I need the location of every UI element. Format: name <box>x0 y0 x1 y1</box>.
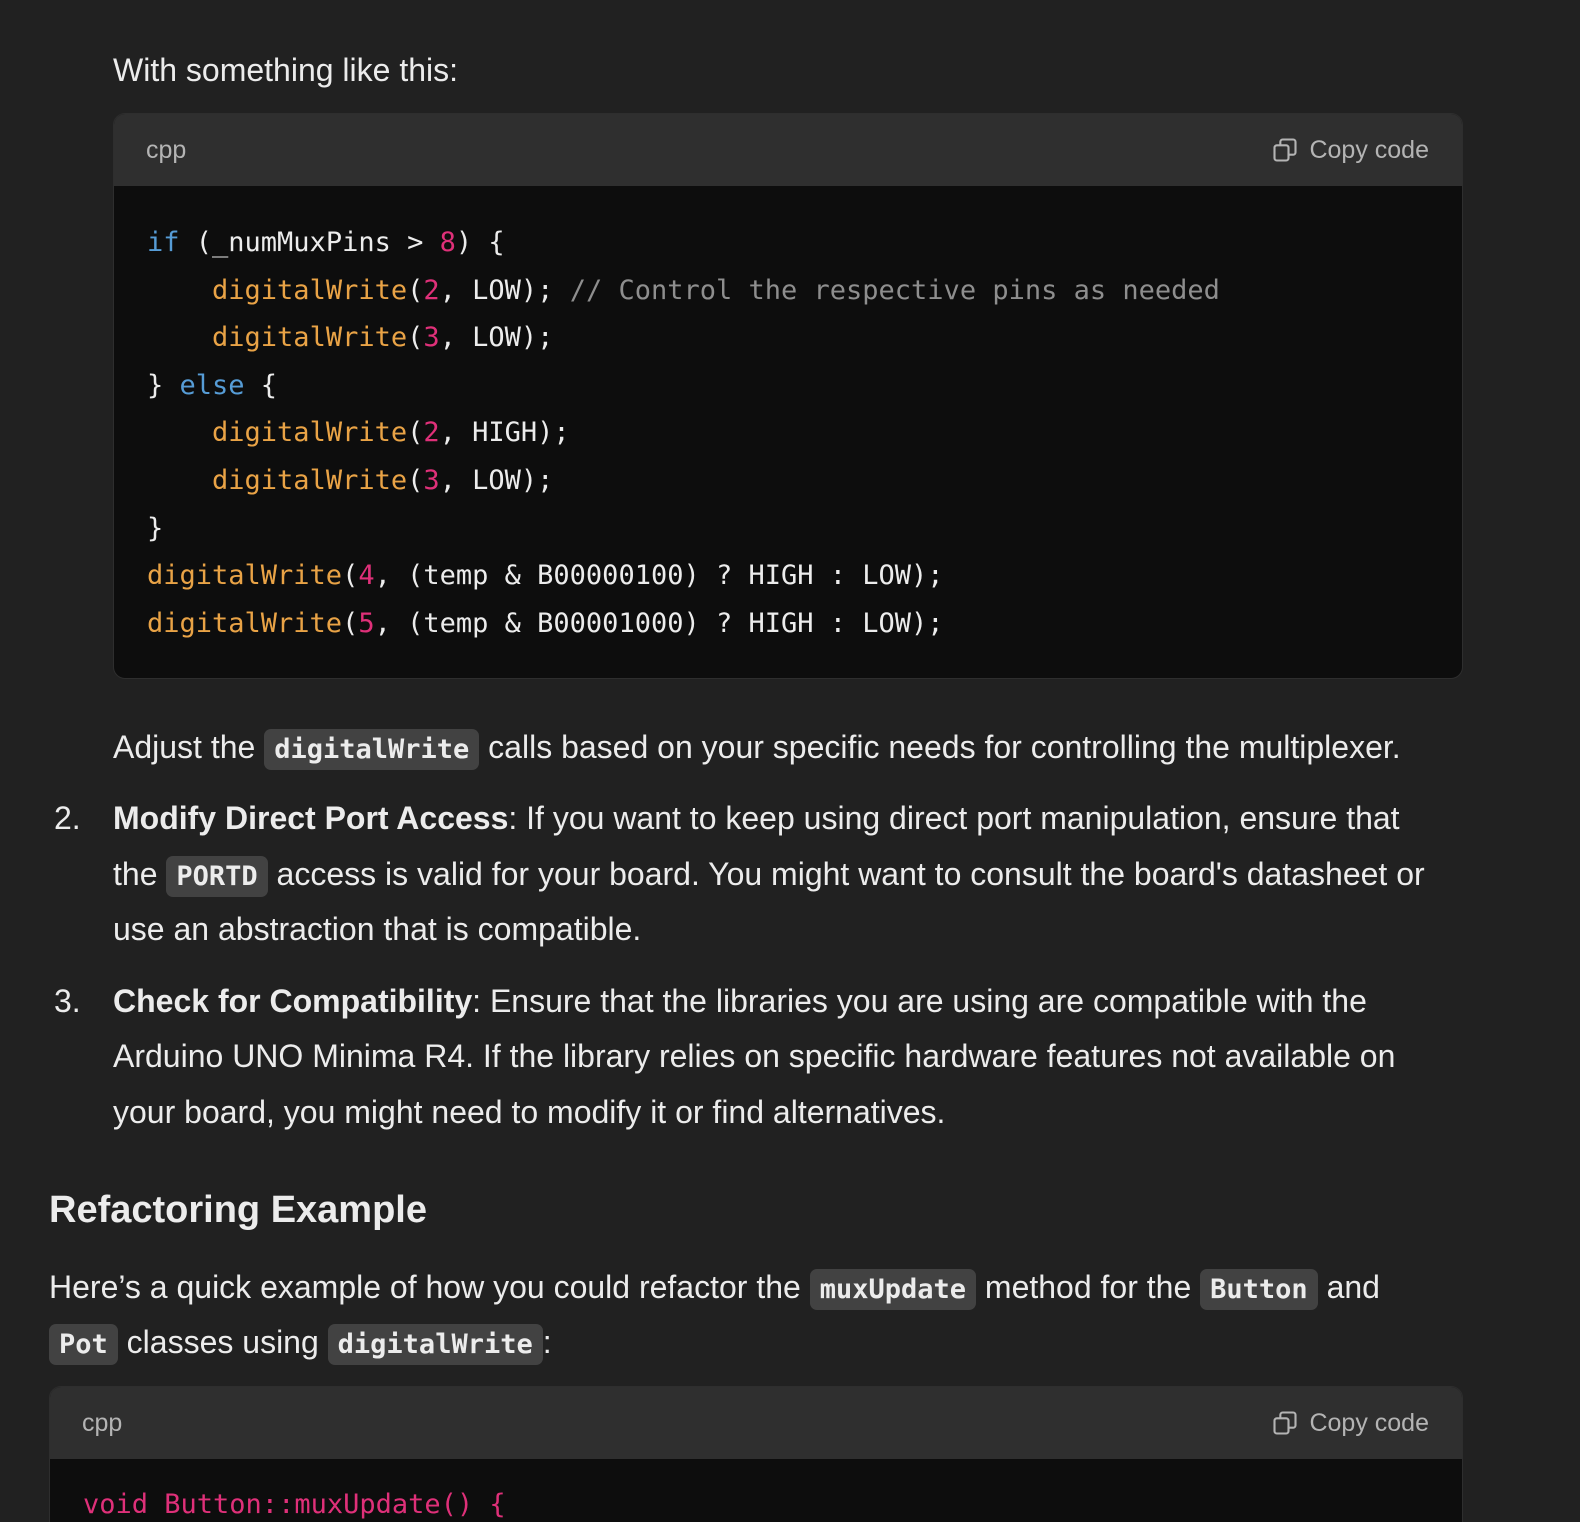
code-token: , HIGH); <box>439 417 570 449</box>
code-token: ( <box>407 417 424 449</box>
text: classes using <box>117 1324 328 1360</box>
inline-code-digitalwrite: digitalWrite <box>328 1324 543 1365</box>
text: : Ensure that the libraries you are using are compatible with the <box>472 983 1367 1019</box>
code-token: digitalWrite <box>147 560 343 592</box>
list-item-title: Modify Direct Port Access <box>113 800 509 836</box>
text: : <box>542 1324 552 1360</box>
code-token: ( <box>407 464 424 496</box>
inline-code-muxupdate: muxUpdate <box>810 1269 976 1310</box>
code-token: } <box>147 512 164 544</box>
code-token: 4 <box>358 560 375 592</box>
text: calls based on your specific needs for controlling the multiplexer. <box>479 729 1401 765</box>
code-token: , (temp & B00000100) ? HIGH : LOW); <box>374 560 944 592</box>
code-token: 2 <box>423 274 440 306</box>
code-token: 5 <box>358 607 375 639</box>
code-token: , (temp & B00001000) ? HIGH : LOW); <box>374 607 944 639</box>
list-number: 2. <box>54 800 81 836</box>
list-item-line <box>113 846 1425 905</box>
code-token: { <box>244 369 278 401</box>
code-token: 8 <box>439 227 456 258</box>
example-paragraph-line <box>49 1259 1380 1318</box>
code-token <box>147 275 212 306</box>
code-line <box>147 600 1429 648</box>
code-token: digitalWrite <box>147 607 343 639</box>
code-token: ( <box>342 607 359 639</box>
list-item-line: use an abstraction that is compatible. <box>113 911 642 947</box>
code-token: 3 <box>423 322 440 354</box>
list-item-line: your board, you might need to modify it or find alternatives. <box>113 1094 946 1130</box>
copy-icon <box>1271 1409 1299 1437</box>
code-token: if <box>147 227 180 258</box>
intro-text: With something like this: <box>113 52 459 88</box>
text: method for the <box>976 1269 1201 1305</box>
code-token: } <box>147 369 180 401</box>
inline-code-digitalwrite: digitalWrite <box>264 729 479 770</box>
code-token: (_numMuxPins > <box>179 227 440 258</box>
code-token: ( <box>342 560 359 592</box>
inline-code-portd: PORTD <box>166 856 267 897</box>
code-language-label: cpp <box>82 1408 123 1437</box>
text: Here’s a quick example of how you could refactor the <box>49 1269 810 1305</box>
code-token: , LOW); <box>439 322 554 354</box>
code-token: ( <box>407 322 424 354</box>
code-token: digitalWrite <box>212 274 408 306</box>
code-token: else <box>179 369 245 401</box>
code-line <box>147 505 1429 553</box>
code-line <box>147 409 1429 457</box>
code-token: , LOW); <box>439 274 570 306</box>
code-token <box>147 465 212 496</box>
code-line: void Button::muxUpdate() { <box>83 1489 506 1520</box>
copy-code-button[interactable] <box>1271 1409 1429 1438</box>
copy-code-label: Copy code <box>1309 1408 1429 1437</box>
code-token: , LOW); <box>439 464 554 496</box>
section-heading: Refactoring Example <box>49 1189 427 1231</box>
code-token: ) { <box>455 227 505 258</box>
inline-code-pot: Pot <box>49 1324 118 1365</box>
text: the <box>113 856 167 892</box>
code-token <box>147 417 212 448</box>
example-paragraph-line <box>49 1314 552 1373</box>
code-token: digitalWrite <box>212 322 408 354</box>
code-line <box>147 457 1429 505</box>
text: access is valid for your board. You might want to consult the board's datasheet or <box>267 856 1425 892</box>
code-block <box>113 113 1463 679</box>
code-line <box>147 362 1429 410</box>
code-token: ( <box>407 274 424 306</box>
code-block <box>49 1386 1463 1522</box>
copy-code-button[interactable] <box>1271 136 1429 165</box>
list-item-line <box>113 790 1400 846</box>
code-token: // Control the respective pins as needed <box>569 274 1220 306</box>
code-line <box>147 552 1429 600</box>
copy-code-label: Copy code <box>1309 135 1429 164</box>
code-language-label: cpp <box>146 135 187 164</box>
inline-code-button: Button <box>1200 1269 1318 1310</box>
code-block-header <box>114 114 1462 186</box>
code-token: digitalWrite <box>212 464 408 496</box>
code-token: digitalWrite <box>212 417 408 449</box>
code-content <box>114 186 1462 671</box>
code-line <box>147 314 1429 362</box>
copy-icon <box>1271 136 1299 164</box>
adjust-paragraph <box>113 719 1401 778</box>
text: and <box>1317 1269 1380 1305</box>
code-token: 3 <box>423 464 440 496</box>
text: Adjust the <box>113 729 265 765</box>
code-token <box>147 322 212 353</box>
code-content <box>50 1459 1462 1522</box>
list-number: 3. <box>54 983 81 1019</box>
code-block-header <box>50 1387 1462 1459</box>
code-token: 2 <box>423 417 440 449</box>
code-line <box>147 267 1429 315</box>
code-line <box>147 219 1429 267</box>
list-item-title: Check for Compatibility <box>113 983 473 1019</box>
list-item-line: Arduino UNO Minima R4. If the library relies on specific hardware features not available on <box>113 1038 1396 1074</box>
text: : If you want to keep using direct port manipulation, ensure that <box>508 800 1400 836</box>
list-item-line <box>113 973 1367 1029</box>
